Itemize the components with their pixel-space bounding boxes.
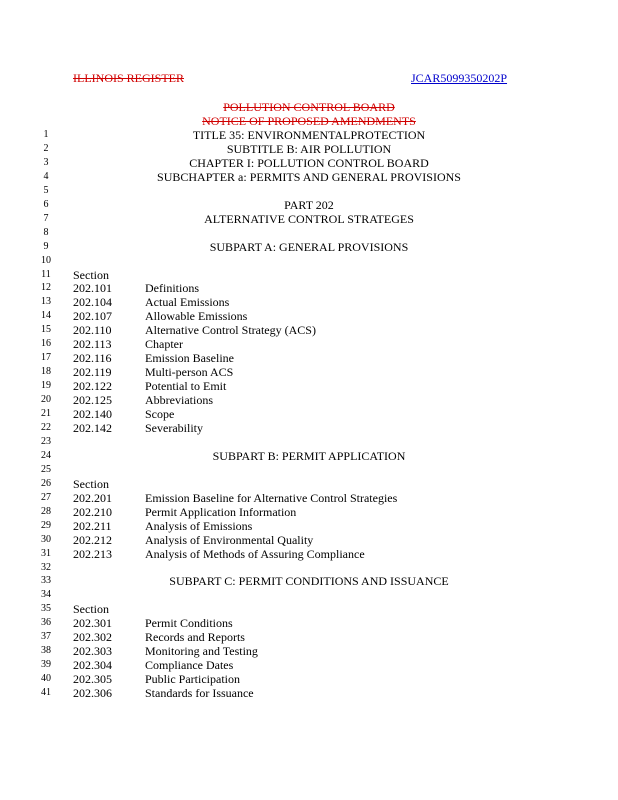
document-line <box>0 170 618 184</box>
document-line <box>0 226 618 240</box>
section-number: 202.201 <box>73 490 112 505</box>
document-line <box>0 393 618 407</box>
document-line <box>0 184 618 198</box>
document-line <box>0 574 618 588</box>
document-line <box>0 561 618 575</box>
document-line <box>0 240 618 254</box>
document-line <box>0 268 618 282</box>
line-number: 40 <box>41 673 51 684</box>
document-line <box>0 449 618 463</box>
notice-title-deleted: NOTICE OF PROPOSED AMENDMENTS <box>202 114 416 128</box>
section-title: Severability <box>145 420 203 435</box>
line-number: 22 <box>41 421 51 433</box>
section-title: Emission Baseline <box>145 351 234 366</box>
line-number: 4 <box>43 170 49 182</box>
document-line <box>0 281 618 295</box>
line-number: 7 <box>43 212 49 224</box>
board-name-deleted: POLLUTION CONTROL BOARD <box>223 100 395 114</box>
line-number: 18 <box>41 366 51 378</box>
line-number: 5 <box>43 184 49 196</box>
document-line <box>0 254 618 268</box>
section-number: 202.125 <box>73 393 112 408</box>
section-number: Section <box>73 267 109 282</box>
line-number: 6 <box>43 198 49 210</box>
document-line <box>0 602 618 616</box>
section-number: 202.210 <box>73 504 112 519</box>
heading-text: TITLE 35: ENVIRONMENTALPROTECTION <box>192 128 426 142</box>
section-number: Section <box>73 602 109 617</box>
section-number: 202.119 <box>73 365 112 380</box>
document-line <box>0 519 618 533</box>
section-title: Records and Reports <box>145 630 245 645</box>
document-line <box>0 309 618 323</box>
line-number: 16 <box>41 338 51 350</box>
section-number: 202.113 <box>73 337 112 352</box>
section-number: 202.301 <box>73 616 112 631</box>
line-number: 34 <box>41 589 51 601</box>
document-line <box>0 463 618 477</box>
section-title: Compliance Dates <box>145 658 234 673</box>
section-title: Permit Conditions <box>145 616 233 631</box>
line-number: 41 <box>41 687 51 698</box>
jcar-code-link[interactable]: JCAR5099350202P <box>411 71 508 85</box>
line-number: 9 <box>43 240 49 252</box>
line-number: 13 <box>41 296 51 308</box>
line-number: 8 <box>43 226 49 238</box>
document-line <box>0 128 618 142</box>
document-line <box>0 477 618 491</box>
line-number: 33 <box>41 575 51 587</box>
section-number: 202.211 <box>73 518 112 533</box>
section-title: Analysis of Environmental Quality <box>145 532 314 547</box>
section-title: Emission Baseline for Alternative Control Strategies <box>145 490 398 505</box>
document-line <box>0 198 618 212</box>
section-number: 202.303 <box>73 644 112 659</box>
heading-text: SUBPART C: PERMIT CONDITIONS AND ISSUANCE <box>169 574 449 589</box>
heading-text: SUBPART B: PERMIT APPLICATION <box>212 448 406 463</box>
section-number: 202.213 <box>73 546 112 561</box>
section-number: 202.140 <box>73 407 112 421</box>
section-title: Actual Emissions <box>145 295 230 310</box>
heading-text: ALTERNATIVE CONTROL STRATEGES <box>204 211 414 226</box>
section-title: Definitions <box>145 281 199 296</box>
document-line <box>0 588 618 602</box>
document-line <box>0 616 618 630</box>
line-number: 25 <box>41 463 51 475</box>
line-number: 23 <box>41 435 51 447</box>
section-number: 202.104 <box>73 295 112 310</box>
document-line <box>0 644 618 658</box>
section-title: Standards for Issuance <box>145 686 254 700</box>
line-number: 12 <box>41 282 51 294</box>
document-line <box>0 351 618 365</box>
line-number: 1 <box>43 129 49 140</box>
document-line <box>0 407 618 421</box>
line-number: 14 <box>41 310 51 322</box>
section-title: Public Participation <box>145 672 240 686</box>
section-title: Monitoring and Testing <box>145 644 258 659</box>
section-number: 202.302 <box>73 630 112 645</box>
line-number: 27 <box>41 491 51 503</box>
line-number: 15 <box>41 324 51 336</box>
line-number: 2 <box>43 142 49 154</box>
document-line <box>0 686 618 700</box>
document-line <box>0 672 618 686</box>
section-title: Analysis of Emissions <box>145 518 253 533</box>
line-number: 35 <box>41 603 51 615</box>
line-number: 26 <box>41 477 51 489</box>
line-number: 36 <box>41 617 51 629</box>
line-number: 24 <box>41 449 51 461</box>
document-line <box>0 142 618 156</box>
document-line <box>0 491 618 505</box>
line-number: 29 <box>41 519 51 531</box>
section-title: Multi-person ACS <box>145 365 234 380</box>
heading-text: SUBPART A: GENERAL PROVISIONS <box>209 239 409 254</box>
document-line <box>0 658 618 672</box>
section-title: Alternative Control Strategy (ACS) <box>145 323 316 338</box>
section-number: 202.101 <box>73 281 112 296</box>
section-number: 202.107 <box>73 309 112 324</box>
section-number: 202.116 <box>73 351 112 366</box>
document-line <box>0 156 618 170</box>
line-number: 37 <box>41 631 51 643</box>
document-line <box>0 421 618 435</box>
section-title: Scope <box>145 407 175 421</box>
document-line <box>0 435 618 449</box>
register-header: ILLINOIS REGISTER <box>73 71 184 85</box>
heading-text: SUBTITLE B: AIR POLLUTION <box>226 141 392 156</box>
document-line <box>0 323 618 337</box>
document-line <box>0 630 618 644</box>
document-line <box>0 212 618 226</box>
section-number: 202.305 <box>73 672 112 686</box>
line-number: 17 <box>41 352 51 364</box>
section-number: 202.122 <box>73 379 112 394</box>
section-number: 202.142 <box>73 420 112 435</box>
section-title: Analysis of Methods of Assuring Compliance <box>145 546 365 561</box>
section-number: 202.304 <box>73 658 112 673</box>
section-title: Chapter <box>145 337 183 352</box>
heading-text: PART 202 <box>284 197 334 212</box>
document-line <box>0 533 618 547</box>
line-number: 30 <box>41 533 51 545</box>
document-line <box>0 295 618 309</box>
line-number: 19 <box>41 380 51 392</box>
section-number: 202.110 <box>73 323 112 338</box>
heading-text: CHAPTER I: POLLUTION CONTROL BOARD <box>189 155 429 170</box>
line-number: 32 <box>41 561 51 573</box>
document-line <box>0 365 618 379</box>
line-number: 39 <box>41 659 51 671</box>
document-line <box>0 505 618 519</box>
document-line <box>0 337 618 351</box>
heading-text: SUBCHAPTER a: PERMITS AND GENERAL PROVISIONS <box>157 169 461 184</box>
section-number: 202.212 <box>73 532 112 547</box>
line-number: 28 <box>41 505 51 517</box>
section-title: Permit Application Information <box>145 504 297 519</box>
line-number: 10 <box>41 254 51 266</box>
line-number: 31 <box>41 547 51 559</box>
line-number: 21 <box>41 408 51 419</box>
document-line <box>0 379 618 393</box>
section-title: Potential to Emit <box>145 379 227 394</box>
line-number: 11 <box>41 268 51 280</box>
section-title: Allowable Emissions <box>145 309 248 324</box>
section-number: Section <box>73 476 109 491</box>
section-number: 202.306 <box>73 686 112 700</box>
section-title: Abbreviations <box>145 393 213 408</box>
line-number: 3 <box>43 156 49 168</box>
document-line <box>0 547 618 561</box>
line-number: 20 <box>41 394 51 406</box>
line-number: 38 <box>41 645 51 657</box>
